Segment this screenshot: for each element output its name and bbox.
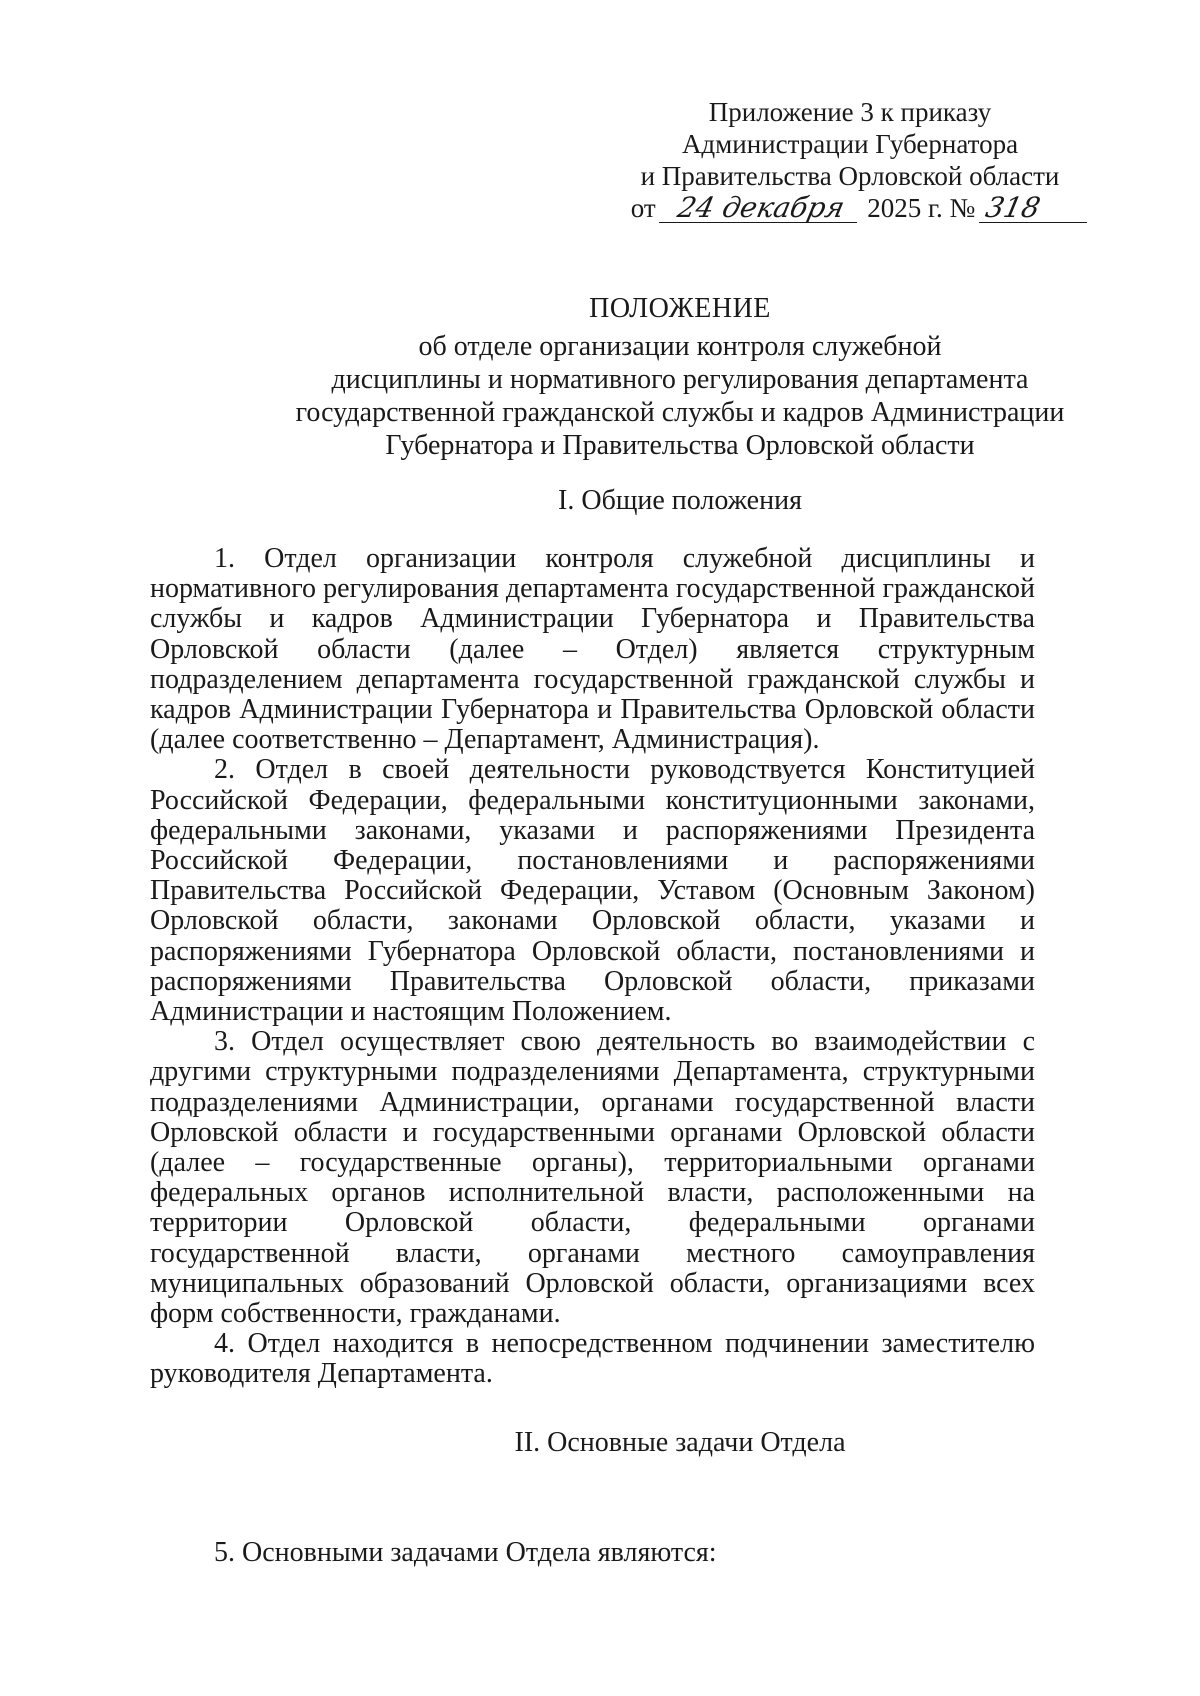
annex-date-line	[600, 192, 1100, 224]
handwritten-date: 24 декабря	[659, 194, 863, 223]
section-body-general	[150, 544, 1035, 1390]
document-subtitle	[150, 330, 1200, 462]
annex-reference	[600, 96, 1100, 224]
annex-line-3: и Правительства Орловской области	[640, 161, 1060, 191]
subtitle-line: государственной гражданской службы и кадров Администрации	[295, 397, 1065, 428]
annex-line-1: Приложение 3 к приказу	[708, 97, 992, 127]
paragraph-1: 1. Отдел организации контроля служебной дисциплины и нормативного регулирования департамента государственной гражданской службы и кадров Администрации Губернатора и Правительства Орловской области (далее – Отдел) является структурным подразделением департамента государственной гражданской службы и кадров Администрации Губернатора и Правительства Орловской области (далее соответственно – Департамент, Администрация).	[150, 543, 1035, 756]
subtitle-line: Губернатора и Правительства Орловской области	[385, 430, 975, 461]
annex-line-2: Администрации Губернатора	[681, 129, 1019, 159]
paragraph-4: 4. Отдел находится в непосредственном подчинении заместителю руководителя Департамента.	[150, 1328, 1035, 1390]
paragraph-2: 2. Отдел в своей деятельности руководствуется Конституцией Российской Федерации, федеральными конституционными законами, федеральными законами, указами и распоряжениями Президента Российской Федерации, постановлениями и распоряжениями Правительства Российской Федерации, Уставом (Основным Законом) Орловской области, законами Орловской области, указами и распоряжениями Губернатора Орловской области, постановлениями и распоряжениями Правительства Орловской области, приказами Администрации и настоящим Положением.	[150, 754, 1035, 1028]
paragraph-3: 3. Отдел осуществляет свою деятельность во взаимодействии с другими структурными подразделениями Департамента, структурными подразделениями Администрации, органами государственной власти Орловской области и государственными органами Орловской области (далее – государственные органы), территориальными органами федеральных органов исполнительной власти, расположенными на территории Орловской области, федеральными органами государственной власти, органами местного самоуправления муниципальных образований Орловской области, организациями всех форм собственности, гражданами.	[150, 1026, 1035, 1330]
section-heading-general: I. Общие положения	[558, 485, 802, 516]
subtitle-line: дисциплины и нормативного регулирования департамента	[331, 364, 1029, 395]
handwritten-order-number: 318	[979, 194, 1093, 223]
date-prefix: от	[630, 193, 656, 223]
section-heading-tasks: II. Основные задачи Отдела	[514, 1427, 846, 1458]
paragraph-5: 5. Основными задачами Отдела являются:	[214, 1537, 717, 1568]
year-number-label: 2025 г. №	[867, 193, 976, 223]
document-title: ПОЛОЖЕНИЕ	[589, 293, 771, 324]
subtitle-line: об отделе организации контроля служебной	[418, 331, 942, 362]
